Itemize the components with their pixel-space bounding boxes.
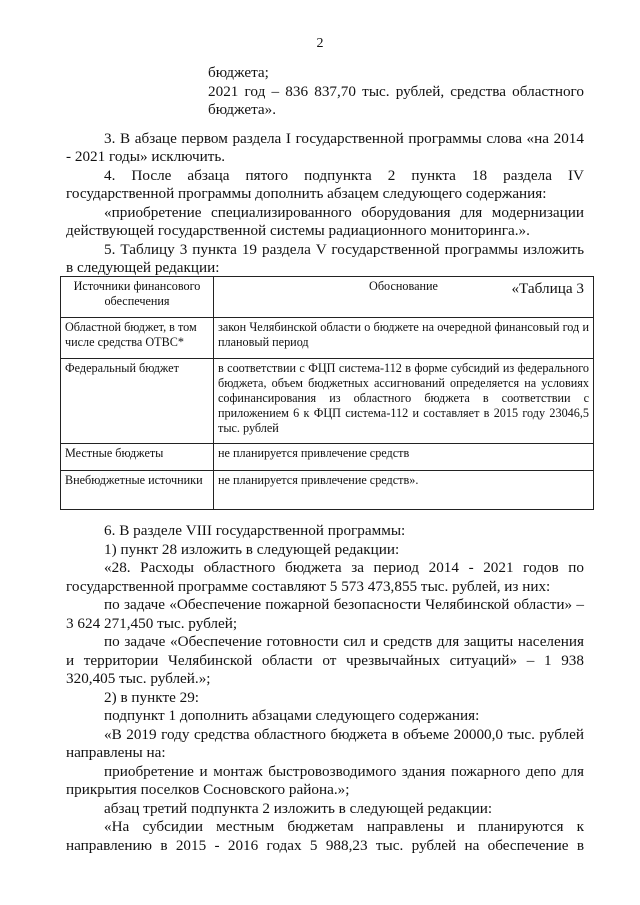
- table-caption: «Таблица 3: [511, 279, 584, 297]
- row-basis: в соответствии с ФЦП система-112 в форме субсидий из федерального бюджета, объем бюджетных ассигнований определяется на условиях софинансирования из областного бюджета в соответствии с приложением 6 к ФЦП система-112 и составляет в 2015 году 23046,5 тыс. рублей: [214, 359, 594, 444]
- table-header-row: [61, 277, 594, 318]
- paragraph-4: 4. После абзаца пятого подпункта 2 пункта 18 раздела IV государственной программы дополнить абзацем следующего содержания:: [66, 166, 584, 202]
- paragraph-6-2: 2) в пункте 29:: [104, 688, 200, 706]
- paragraph-6-1-task1: по задаче «Обеспечение пожарной безопасности Челябинской области» – 3 624 271,450 тыс. рублей;: [66, 596, 584, 632]
- paragraph-2021: 2021 год – 836 837,70 тыс. рублей, средства областного бюджета».: [208, 82, 584, 118]
- table-row: [61, 318, 594, 359]
- row-source: Местные бюджеты: [61, 444, 214, 471]
- row-basis: не планируется привлечение средств: [214, 444, 594, 471]
- row-source: Федеральный бюджет: [61, 359, 214, 444]
- table-row: [61, 444, 594, 471]
- row-source: Внебюджетные источники: [61, 471, 214, 510]
- paragraph-6-2-b: «В 2019 году средства областного бюджета в объеме 20000,0 тыс. рублей направлены на:: [66, 725, 584, 761]
- document-body-bottom: [66, 522, 584, 855]
- paragraph-4-quote: «приобретение специализированного оборудования для модернизации действующей государственной системы радиационного мониторинга.».: [66, 203, 584, 239]
- financing-table: [60, 276, 594, 510]
- row-source: Областной бюджет, в том числе средства ОТВС*: [61, 318, 214, 359]
- row-basis: не планируется привлечение средств».: [214, 471, 594, 510]
- paragraph-6-2-d: абзац третий подпункта 2 изложить в следующей редакции:: [104, 799, 493, 817]
- paragraph-6-1-text: «28. Расходы областного бюджета за период 2014 - 2021 годов по государственной программе составляют 5 573 473,855 тыс. рублей, из них:: [66, 559, 584, 595]
- paragraph-6-2-e: «На субсидии местным бюджетам направлены и планируются к направлению в 2015 - 2016 годах 5 988,23 тыс. рублей на обеспечение в: [66, 818, 584, 854]
- paragraph-budget: бюджета;: [208, 64, 269, 81]
- paragraph-6: 6. В разделе VIII государственной программы:: [104, 522, 406, 539]
- header-basis: Обоснование: [214, 277, 594, 318]
- table-row: [61, 359, 594, 444]
- document-body-top: [66, 64, 584, 298]
- paragraph-5: 5. Таблицу 3 пункта 19 раздела V государственной программы изложить в следующей редакции:: [66, 240, 584, 276]
- paragraph-6-2-c: приобретение и монтаж быстровозводимого здания пожарного депо для прикрытия поселков Сосновского района.»;: [66, 762, 584, 798]
- paragraph-6-1: 1) пункт 28 изложить в следующей редакции:: [104, 540, 400, 558]
- header-source: Источники финансового обеспечения: [61, 277, 214, 318]
- page-number: 2: [316, 36, 324, 51]
- paragraph-6-1-task2: по задаче «Обеспечение готовности сил и средств для защиты населения и территории Челябинской области от чрезвычайных ситуаций» – 1 938 320,405 тыс. рублей.»;: [66, 633, 584, 687]
- paragraph-3: 3. В абзаце первом раздела I государственной программы слова «на 2014 - 2021 годы» исключить.: [66, 129, 584, 165]
- row-basis: закон Челябинской области о бюджете на очередной финансовый год и плановый период: [214, 318, 594, 359]
- paragraph-6-2-a: подпункт 1 дополнить абзацами следующего содержания:: [104, 707, 480, 724]
- table-row: [61, 471, 594, 510]
